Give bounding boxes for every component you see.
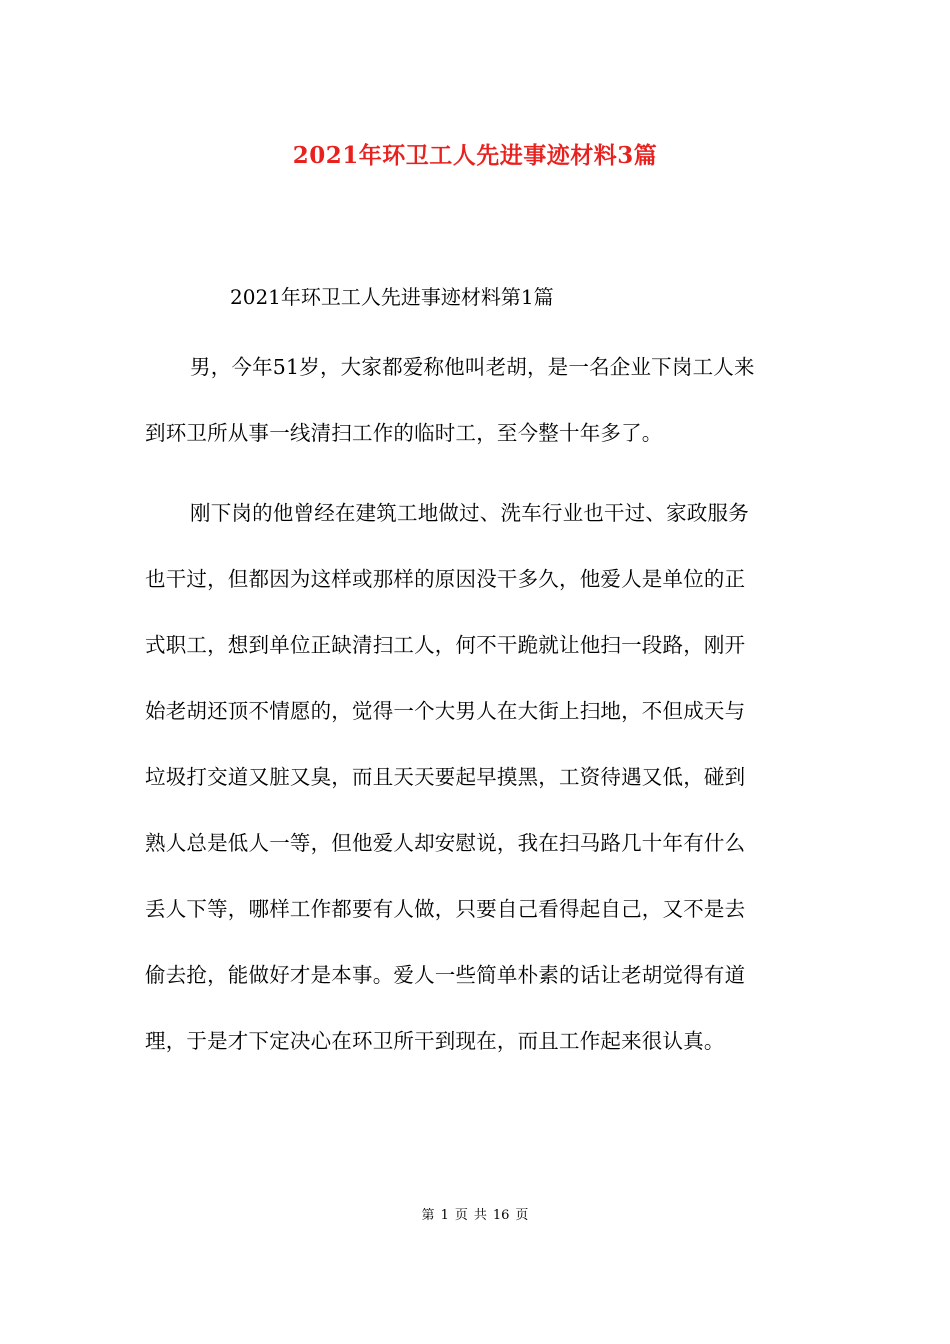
footer-page-unit: 页 xyxy=(454,1208,468,1223)
total-page-count: 16 xyxy=(492,1208,510,1223)
paragraph-line: 熟人总是低人一等，但他爱人却安慰说，我在扫马路几十年有什么 xyxy=(145,831,746,855)
paragraph-line: 垃圾打交道又脏又臭，而且天天要起早摸黑，工资待遇又低，碰到 xyxy=(145,765,746,789)
paragraph-2 xyxy=(145,480,805,1074)
paragraph-line: 也干过，但都因为这样或那样的原因没干多久，他爱人是单位的正 xyxy=(145,567,746,591)
paragraph-line: 刚下岗的他曾经在建筑工地做过、洗车行业也干过、家政服务 xyxy=(190,501,749,525)
page-footer xyxy=(0,1206,950,1226)
paragraph-line: 式职工，想到单位正缺清扫工人，何不干跪就让他扫一段路，刚开 xyxy=(145,633,746,657)
paragraph-line: 始老胡还顶不情愿的，觉得一个大男人在大街上扫地，不但成天与 xyxy=(145,699,746,723)
section-heading: 2021年环卫工人先进事迹材料第1篇 xyxy=(230,285,554,309)
footer-total-prefix: 共 xyxy=(473,1208,487,1223)
paragraph-line: 偷去抢，能做好才是本事。爱人一些简单朴素的话让老胡觉得有道 xyxy=(145,963,746,987)
paragraph-line: 丢人下等，哪样工作都要有人做，只要自己看得起自己，又不是去 xyxy=(145,897,746,921)
paragraph-1 xyxy=(145,334,805,466)
paragraph-line: 理，于是才下定决心在环卫所干到现在，而且工作起来很认真。 xyxy=(145,1029,725,1053)
paragraph-line: 到环卫所从事一线清扫工作的临时工，至今整十年多了。 xyxy=(145,421,663,445)
current-page-number: 1 xyxy=(440,1208,449,1223)
paragraph-line: 男，今年51岁，大家都爱称他叫老胡，是一名企业下岗工人来 xyxy=(190,355,755,379)
footer-total-unit: 页 xyxy=(515,1208,529,1223)
document-title: 2021年环卫工人先进事迹材料3篇 xyxy=(292,142,658,169)
footer-prefix: 第 xyxy=(421,1208,435,1223)
